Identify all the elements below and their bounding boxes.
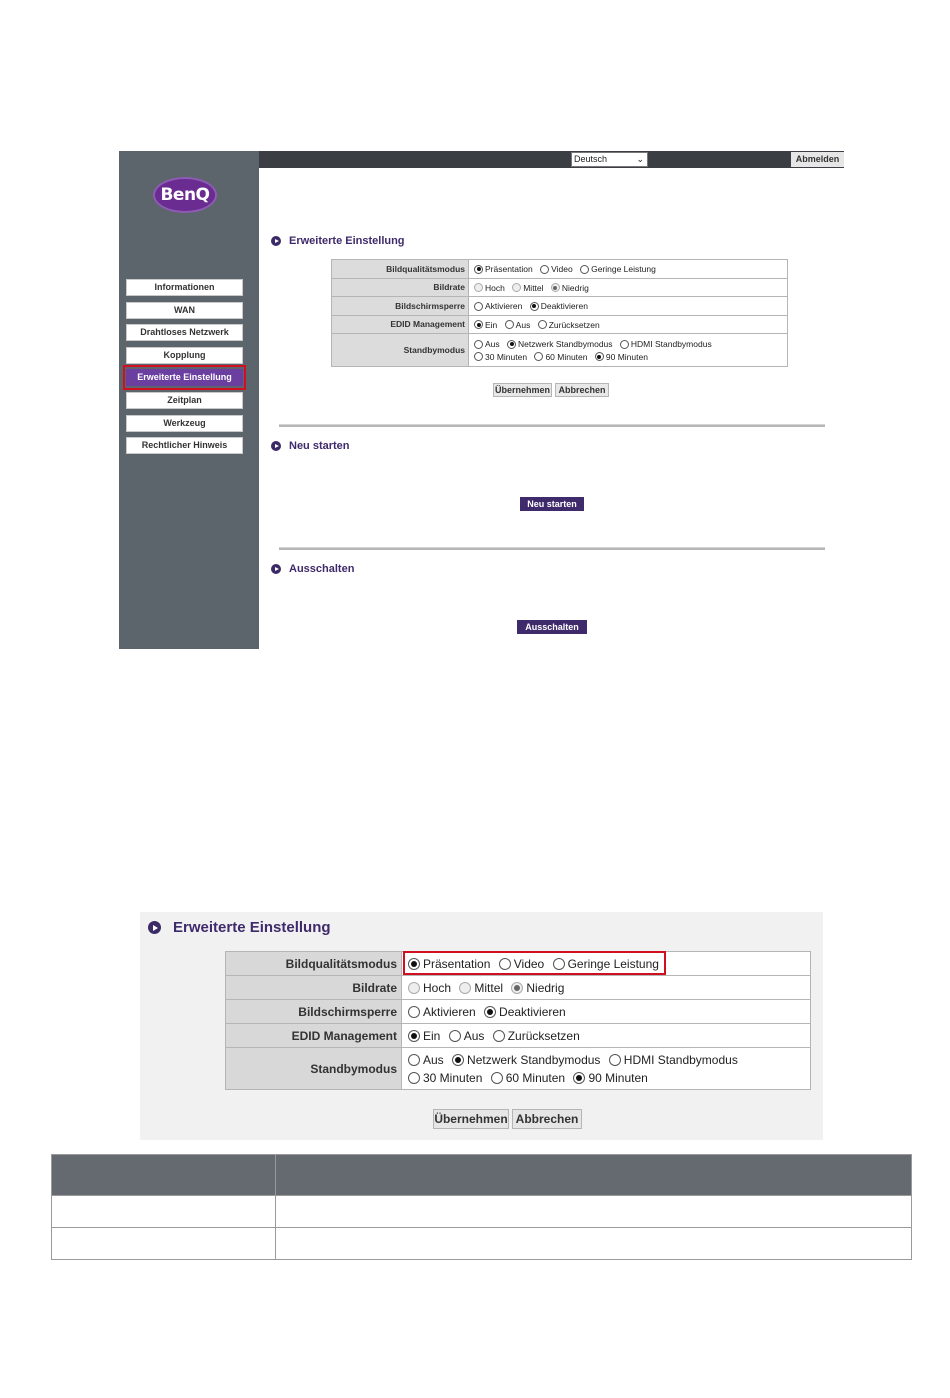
web-ui-screenshot [119,151,844,649]
section-title-advanced [148,919,331,936]
sidebar-item-schedule[interactable]: Zeitplan [126,392,243,409]
section-title-advanced [271,235,405,247]
sidebar-item-advanced-settings[interactable]: Erweiterte Einstellung [126,369,243,386]
option-label: Zurücksetzen [507,1028,580,1043]
section-title-shutdown [271,563,354,575]
table-cell [52,1196,276,1228]
apply-button[interactable]: Übernehmen [433,1109,509,1129]
radio-video[interactable] [540,265,549,274]
setting-label: Bildqualitätsmodus [226,952,402,976]
option-label: Hoch [485,282,505,293]
section-title-restart [271,440,350,452]
setting-label: Bildrate [332,278,469,297]
zoomed-settings-screenshot [140,912,823,1140]
section-divider [279,424,825,427]
option-label: 30 Minuten [485,351,528,362]
option-label: 30 Minuten [423,1070,483,1085]
option-label: HDMI Standbymodus [623,1053,738,1067]
radio-low[interactable] [511,982,523,994]
option-label: Präsentation [485,264,533,275]
option-label: Ein [485,319,498,330]
radio-90-min[interactable] [573,1072,585,1084]
option-label: Zurücksetzen [548,319,600,330]
radio-video[interactable] [499,958,511,970]
setting-label: Bildqualitätsmodus [332,260,469,279]
benq-logo: BenQ [153,177,217,213]
radio-network-standby[interactable] [507,340,516,349]
radio-low-power[interactable] [553,958,565,970]
radio-high[interactable] [474,283,483,292]
table-header-cell [52,1155,276,1196]
radio-60-min[interactable] [491,1072,503,1084]
radio-30-min[interactable] [474,352,483,361]
radio-standby-off[interactable] [408,1054,420,1066]
radio-medium[interactable] [459,982,471,994]
sidebar-item-pairing[interactable]: Kopplung [126,347,243,364]
setting-row-edid [332,315,788,334]
radio-hdmi-standby[interactable] [620,340,629,349]
option-label: Aus [423,1053,444,1067]
play-bullet-icon [271,441,281,451]
section-title-text: Ausschalten [289,563,355,575]
setting-row-standby [226,1048,811,1090]
option-label: Aus [485,339,500,349]
cancel-button[interactable]: Abbrechen [555,383,609,397]
highlight-frame [123,365,246,390]
table-cell [52,1228,276,1260]
option-label: Mittel [523,282,544,293]
sidebar-item-wireless-network[interactable]: Drahtloses Netzwerk [126,324,243,341]
setting-label: Standbymodus [332,334,469,367]
settings-table [225,951,811,1090]
restart-button[interactable]: Neu starten [520,497,584,511]
logout-button[interactable]: Abmelden [791,152,844,167]
option-label: Video [551,264,573,275]
setting-row-standby [332,334,788,367]
table-cell [276,1228,912,1260]
language-select[interactable] [571,152,648,167]
sidebar-item-legal-notice[interactable]: Rechtlicher Hinweis [126,437,243,454]
radio-low-power[interactable] [580,265,589,274]
radio-network-standby[interactable] [452,1054,464,1066]
top-bar [259,151,844,168]
radio-presentation[interactable] [408,958,420,970]
table-header-cell [276,1155,912,1196]
play-bullet-icon [148,921,161,934]
radio-off[interactable] [449,1030,461,1042]
setting-label: EDID Management [226,1024,402,1048]
radio-standby-off[interactable] [474,340,483,349]
apply-button[interactable]: Übernehmen [494,385,550,395]
option-label: 90 Minuten [605,351,648,362]
setting-row-edid [226,1024,811,1048]
language-value: Deutsch [574,154,608,164]
option-label: Aktivieren [485,301,523,312]
description-table [51,1154,912,1260]
option-label: Deaktivieren [540,301,588,312]
setting-row-screen-lock [226,1000,811,1024]
section-divider [279,547,825,550]
radio-low[interactable] [551,283,560,292]
setting-row-frame-rate [226,976,811,1000]
setting-label: Bildrate [226,976,402,1000]
table-header-row [52,1155,912,1196]
option-label: 90 Minuten [588,1070,648,1085]
radio-enable[interactable] [408,1006,420,1018]
section-title-text: Neu starten [289,440,350,452]
radio-high[interactable] [408,982,420,994]
sidebar-item-tools[interactable]: Werkzeug [126,415,243,432]
table-cell [276,1196,912,1228]
radio-presentation[interactable] [474,265,483,274]
section-title-text: Erweiterte Einstellung [289,235,405,247]
option-label: Video [513,956,545,971]
radio-off[interactable] [505,320,514,329]
setting-label: Bildschirmsperre [226,1000,402,1024]
option-label: Niedrig [561,282,589,293]
setting-label: Standbymodus [226,1048,402,1090]
option-label: 60 Minuten [545,351,588,362]
option-label: 60 Minuten [505,1070,566,1085]
section-title-text: Erweiterte Einstellung [173,919,331,936]
radio-medium[interactable] [512,283,521,292]
play-bullet-icon [271,564,281,574]
chevron-down-icon: ⌄ [636,154,644,164]
settings-table [331,259,788,367]
table-row [52,1228,912,1260]
shutdown-button[interactable]: Ausschalten [517,620,587,634]
setting-label: EDID Management [332,315,469,334]
option-label: Aus [515,319,531,330]
radio-disable[interactable] [530,302,539,311]
option-label: Netzwerk Standbymodus [467,1053,601,1067]
option-label: Aus [463,1028,485,1043]
radio-reset[interactable] [493,1030,505,1042]
option-label: Deaktivieren [499,1004,566,1019]
table-row [52,1196,912,1228]
cancel-button[interactable]: Abbrechen [512,1109,582,1129]
radio-on[interactable] [474,320,483,329]
setting-row-screen-lock [332,297,788,316]
setting-row-picture-mode [332,260,788,279]
radio-60-min[interactable] [534,352,543,361]
sidebar-item-wan[interactable]: WAN [126,302,243,319]
radio-on[interactable] [408,1030,420,1042]
option-label: Hoch [423,980,452,995]
setting-row-frame-rate [332,278,788,297]
radio-disable[interactable] [484,1006,496,1018]
option-label: Ein [423,1028,441,1043]
option-label: Netzwerk Standbymodus [518,339,613,349]
option-label: Geringe Leistung [567,956,659,971]
play-bullet-icon [271,236,281,246]
radio-30-min[interactable] [408,1072,420,1084]
option-label: Präsentation [423,956,491,971]
sidebar-item-informationen[interactable]: Informationen [126,279,243,296]
option-label: Niedrig [526,980,565,995]
option-label: Aktivieren [423,1004,476,1019]
option-label: HDMI Standbymodus [630,339,712,349]
option-label: Mittel [474,980,504,995]
sidebar [119,151,259,649]
setting-label: Bildschirmsperre [332,297,469,316]
radio-reset[interactable] [538,320,547,329]
option-label: Geringe Leistung [591,264,656,275]
radio-90-min[interactable] [595,352,604,361]
setting-row-picture-mode [226,952,811,976]
radio-enable[interactable] [474,302,483,311]
radio-hdmi-standby[interactable] [609,1054,621,1066]
